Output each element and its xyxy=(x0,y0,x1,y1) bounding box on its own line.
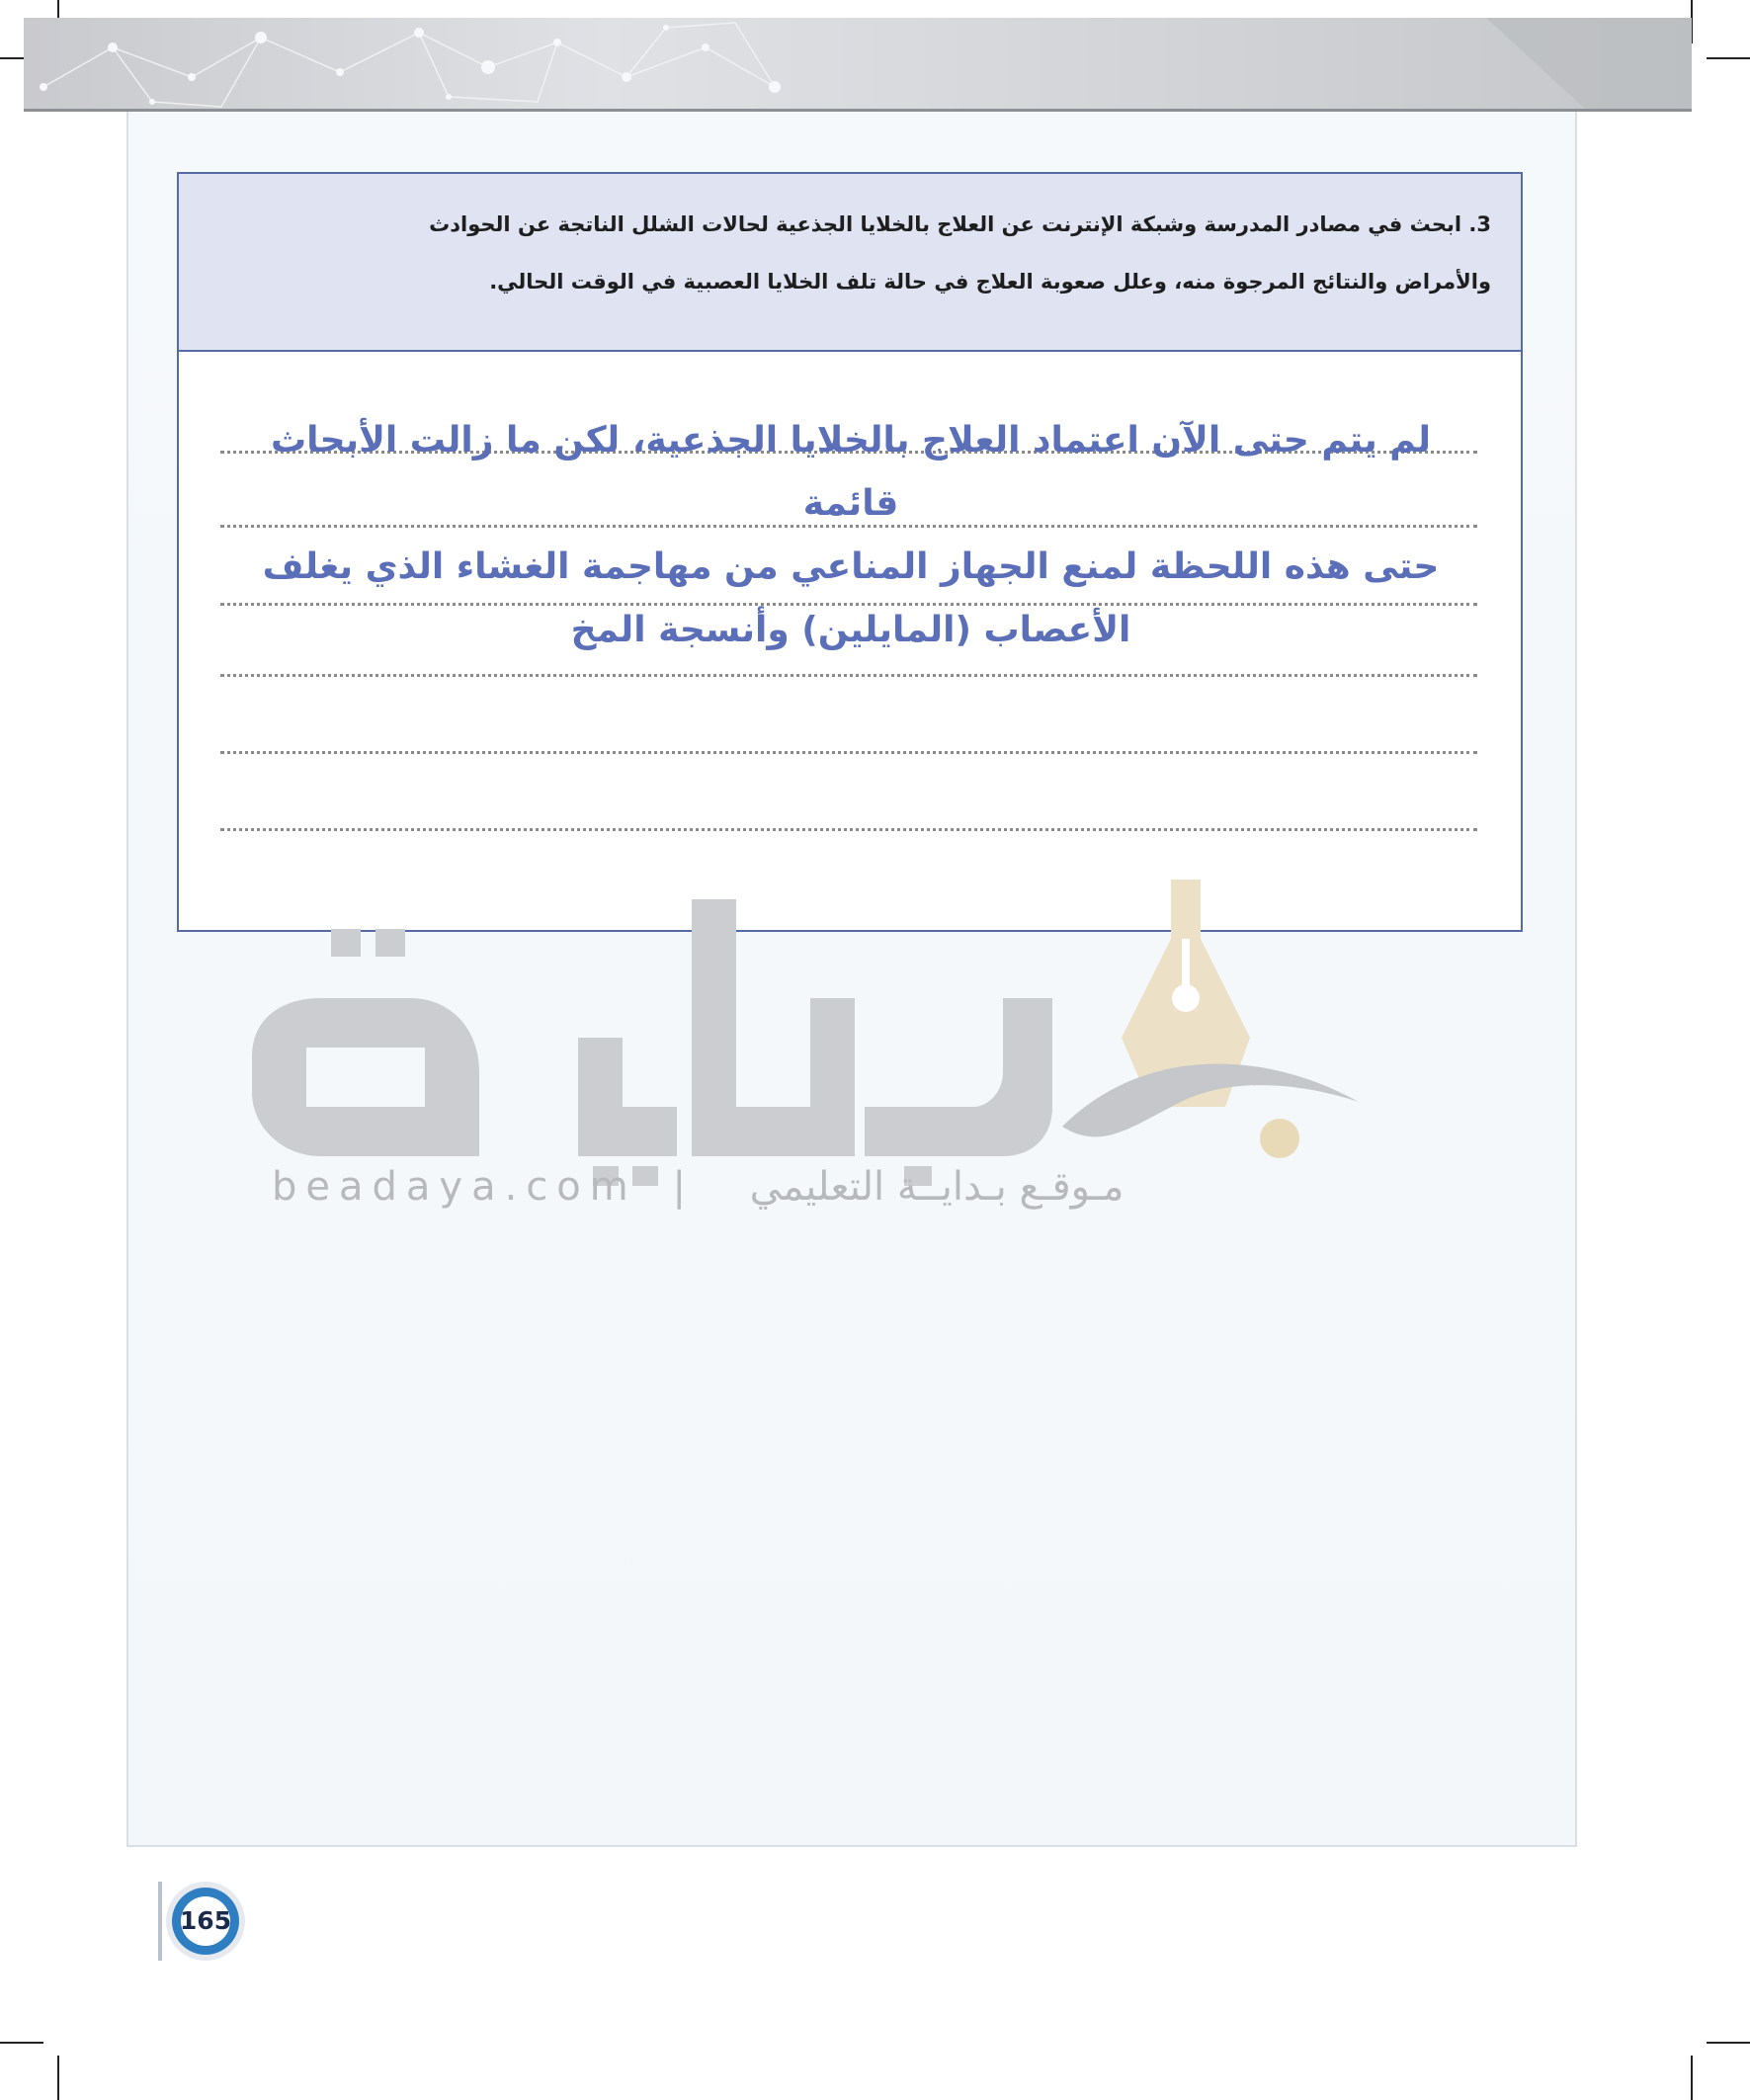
answer-line xyxy=(220,828,1477,831)
crop-mark xyxy=(1691,2056,1693,2100)
page-number: 165 xyxy=(179,1906,232,1935)
crop-mark xyxy=(0,2042,43,2044)
question-number: 3. xyxy=(1468,212,1491,236)
network-pattern xyxy=(24,18,1692,109)
answer-line-3: الأعصاب (المايلين) وأنسجة المخ xyxy=(570,610,1131,650)
crop-mark xyxy=(1707,57,1750,59)
watermark-wordmark-shapes xyxy=(252,899,1052,1186)
dot-shape xyxy=(1260,1119,1299,1158)
watermark-wordmark: بـدايـة xyxy=(667,1028,670,1029)
answer-line xyxy=(220,751,1477,754)
handwritten-answer xyxy=(218,409,1483,662)
question-line-2: والأمراض والنتائج المرجوة منه، وعلل صعوبة العلاج في حالة تلف الخلايا العصبية في الوقت الحالي. xyxy=(489,270,1491,294)
watermark-logo xyxy=(252,880,1359,1186)
question-line-1 xyxy=(226,196,1491,253)
watermark-caption xyxy=(272,1164,1125,1214)
answer-line xyxy=(220,674,1477,677)
crop-mark xyxy=(1707,2042,1750,2044)
header-banner xyxy=(24,18,1692,109)
answer-line-1: لم يتم حتى الآن اعتماد العلاج بالخلايا الجذعية، لكن ما زالت الأبحاث قائمة xyxy=(270,420,1432,524)
answer-box xyxy=(177,350,1523,932)
watermark-separator: | xyxy=(672,1164,695,1210)
question-box xyxy=(177,172,1523,352)
watermark-site-name: مـوقـع بـدايــة التعليمي xyxy=(749,1164,1125,1210)
answer-line-2: حتى هذه اللحظة لمنع الجهاز المناعي من مهاجمة الغشاء الذي يغلف xyxy=(262,546,1440,587)
crop-mark xyxy=(57,2056,59,2100)
question-text xyxy=(226,196,1491,310)
watermark-url: beadaya.com xyxy=(272,1164,637,1210)
question-line-1-text: ابحث في مصادر المدرسة وشبكة الإنترنت عن العلاج بالخلايا الجذعية لحالات الشلل الناتجة عن الحوادث xyxy=(429,212,1462,236)
